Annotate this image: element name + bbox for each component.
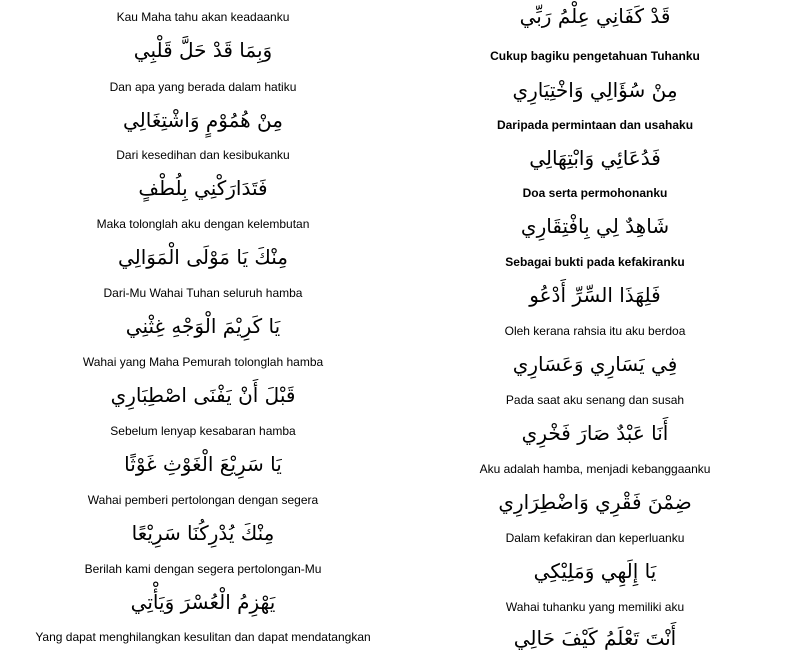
translation-line: Oleh kerana rahsia itu aku berdoa (504, 324, 686, 338)
arabic-verse-line: يَهْزِمُ الْعُسْرَ وَيَأْتِي (130, 590, 276, 614)
arabic-verse-line: فَدُعَائِي وَابْتِهَالِي (529, 146, 661, 170)
translation-line: Wahai yang Maha Pemurah tolonglah hamba (82, 355, 324, 369)
translation-line: Dalam kefakiran dan keperluanku (505, 531, 685, 545)
translation-line: Sebagai bukti pada kefakiranku (505, 255, 685, 269)
translation-line: Dari kesedihan dan kesibukanku (116, 148, 290, 162)
arabic-verse-line: وَبِمَا قَدْ حَلَّ قَلْبِي (133, 38, 273, 62)
translation-line: Dan apa yang berada dalam hatiku (109, 80, 297, 94)
arabic-verse-line: مِنْ هُمُوْمٍ وَاشْتِغَالِي (123, 108, 283, 132)
arabic-verse-line: فَلِهَذَا السِّرِّ أَدْعُو (529, 283, 661, 307)
arabic-verse-line: مِنْكَ يُدْرِكُنَا سَرِيْعًا (131, 521, 275, 545)
translation-line: Kau Maha tahu akan keadaanku (116, 10, 290, 24)
arabic-verse-line: يَا إِلَهِي وَمَلِيْكِي (533, 559, 657, 583)
arabic-verse-line: أَنْتَ تَعْلَمُ كَيْفَ حَالِي (513, 626, 677, 650)
translation-line: Doa serta permohonanku (522, 186, 668, 200)
arabic-verse-line: مِنْ سُؤَالِي وَاخْتِيَارِي (512, 78, 678, 102)
translation-line: Wahai pemberi pertolongan dengan segera (87, 493, 319, 507)
translation-line: Wahai tuhanku yang memiliki aku (505, 600, 685, 614)
arabic-verse-line: قَدْ كَفَانِي عِلْمُ رَبِّي (519, 4, 671, 28)
arabic-verse-line: أَنَا عَبْدٌ صَارَ فَخْرِي (521, 421, 669, 445)
arabic-verse-line: يَا كَرِيْمَ الْوَجْهِ غِثْنِي (125, 314, 281, 338)
arabic-verse-line: ضِمْنَ فَقْرِي وَاضْطِرَارِي (498, 490, 692, 514)
arabic-verse-line: قَبْلَ أَنْ يَفْنَى اصْطِبَارِي (110, 383, 296, 407)
translation-line: Cukup bagiku pengetahuan Tuhanku (490, 49, 700, 63)
arabic-verse-line: فِي يَسَارِي وَعَسَارِي (512, 352, 678, 376)
translation-line: Dari-Mu Wahai Tuhan seluruh hamba (103, 286, 303, 300)
translation-line: Daripada permintaan dan usahaku (496, 118, 694, 132)
arabic-verse-line: شَاهِدٌ لِي بِافْتِقَارِي (520, 214, 670, 238)
arabic-verse-line: يَا سَرِيْعَ الْغَوْثِ غَوْثًا (124, 452, 282, 476)
translation-line: Sebelum lenyap kesabaran hamba (110, 424, 296, 438)
translation-line: Berilah kami dengan segera pertolongan-Mu (84, 562, 322, 576)
translation-line: Yang dapat menghilangkan kesulitan dan dapat mendatangkan (35, 630, 371, 644)
translation-line: Pada saat aku senang dan susah (505, 393, 685, 407)
arabic-verse-line: مِنْكَ يَا مَوْلَى الْمَوَالِي (117, 245, 288, 269)
translation-line: Aku adalah hamba, menjadi kebanggaanku (479, 462, 711, 476)
translation-line: Maka tolonglah aku dengan kelembutan (96, 217, 310, 231)
arabic-verse-line: فَتَدَارَكْنِي بِلُطْفٍ (138, 176, 268, 200)
